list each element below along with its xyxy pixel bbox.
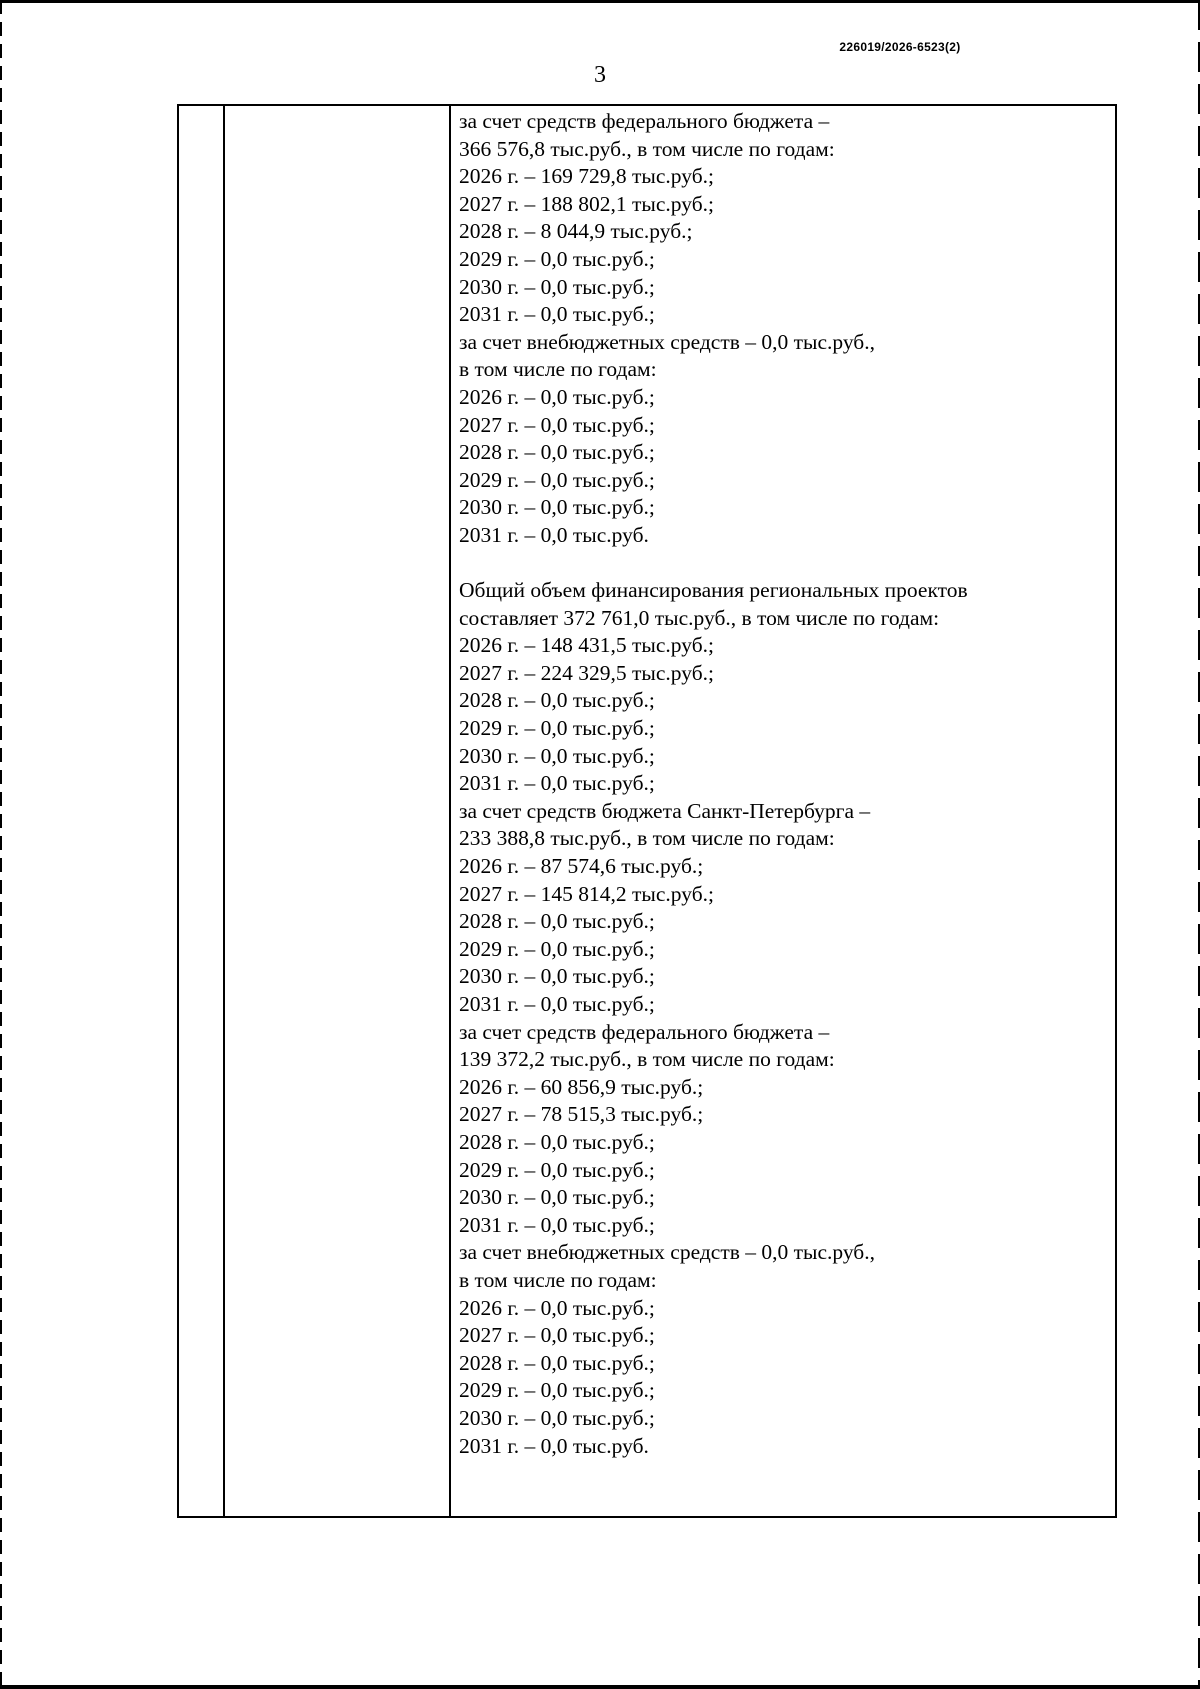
text-line: Общий объем финансирования региональных проектов — [459, 578, 968, 603]
text-line: 2027 г. – 224 329,5 тыс.руб.; — [459, 660, 714, 685]
text-line: 2030 г. – 0,0 тыс.руб.; — [459, 1185, 655, 1210]
text-line: составляет 372 761,0 тыс.руб., в том числе по годам: — [459, 605, 940, 630]
page-number: 3 — [594, 62, 606, 88]
scan-edge-bottom — [0, 1685, 1200, 1689]
column-divider — [449, 106, 451, 1516]
text-line: 2027 г. – 78 515,3 тыс.руб.; — [459, 1102, 704, 1127]
text-line: 2031 г. – 0,0 тыс.руб.; — [459, 302, 655, 327]
text-line: 2026 г. – 87 574,6 тыс.руб.; — [459, 854, 704, 879]
scan-edge-left — [0, 0, 2, 1689]
text-line: 2028 г. – 0,0 тыс.руб.; — [459, 688, 655, 713]
column-divider — [223, 106, 225, 1516]
text-line: 2028 г. – 0,0 тыс.руб.; — [459, 1350, 655, 1375]
text-line: 2027 г. – 0,0 тыс.руб.; — [459, 1323, 655, 1348]
text-line: 2031 г. – 0,0 тыс.руб. — [459, 522, 649, 547]
text-line: 2031 г. – 0,0 тыс.руб. — [459, 1433, 649, 1458]
text-line: 2028 г. – 0,0 тыс.руб.; — [459, 909, 655, 934]
text-line: 2029 г. – 0,0 тыс.руб.; — [459, 1157, 655, 1182]
text-line: 2030 г. – 0,0 тыс.руб.; — [459, 274, 655, 299]
text-line: за счет внебюджетных средств – 0,0 тыс.руб., — [459, 329, 875, 354]
text-line: 233 388,8 тыс.руб., в том числе по годам: — [459, 826, 835, 851]
text-line: 2029 г. – 0,0 тыс.руб.; — [459, 467, 655, 492]
text-line: 2026 г. – 169 729,8 тыс.руб.; — [459, 164, 714, 189]
text-line: 2026 г. – 0,0 тыс.руб.; — [459, 1295, 655, 1320]
text-line: 2031 г. – 0,0 тыс.руб.; — [459, 1212, 655, 1237]
text-line: 2026 г. – 60 856,9 тыс.руб.; — [459, 1074, 704, 1099]
text-line: 2030 г. – 0,0 тыс.руб.; — [459, 1405, 655, 1430]
text-line: 2027 г. – 0,0 тыс.руб.; — [459, 412, 655, 437]
text-line: 2029 г. – 0,0 тыс.руб.; — [459, 246, 655, 271]
text-line: 2028 г. – 0,0 тыс.руб.; — [459, 440, 655, 465]
regional-projects-block — [459, 577, 1099, 1460]
paragraph-gap — [459, 550, 1099, 578]
text-line: 2027 г. – 188 802,1 тыс.руб.; — [459, 191, 714, 216]
text-line: 2029 г. – 0,0 тыс.руб.; — [459, 1378, 655, 1403]
text-line: 2029 г. – 0,0 тыс.руб.; — [459, 936, 655, 961]
text-line: 2028 г. – 8 044,9 тыс.руб.; — [459, 219, 693, 244]
registration-number: 226019/2026-6523(2) — [839, 40, 961, 54]
text-line: 2030 г. – 0,0 тыс.руб.; — [459, 743, 655, 768]
text-line: 2031 г. – 0,0 тыс.руб.; — [459, 992, 655, 1016]
text-line: за счет средств федерального бюджета – — [459, 109, 830, 133]
text-line: за счет внебюджетных средств – 0,0 тыс.руб., — [459, 1240, 875, 1265]
financing-table — [177, 104, 1117, 1518]
text-line: 2030 г. – 0,0 тыс.руб.; — [459, 495, 655, 520]
scan-edge-top — [0, 0, 1200, 3]
text-line: 2027 г. – 145 814,2 тыс.руб.; — [459, 881, 714, 906]
text-line: за счет средств бюджета Санкт-Петербурга – — [459, 798, 871, 823]
text-line: за счет средств федерального бюджета – — [459, 1019, 830, 1044]
text-line: 2029 г. – 0,0 тыс.руб.; — [459, 716, 655, 741]
text-line: 139 372,2 тыс.руб., в том числе по годам: — [459, 1047, 835, 1072]
text-line: в том числе по годам: — [459, 1267, 657, 1292]
text-line: 2031 г. – 0,0 тыс.руб.; — [459, 771, 655, 796]
text-line: 366 576,8 тыс.руб., в том числе по годам: — [459, 136, 835, 161]
text-line: 2030 г. – 0,0 тыс.руб.; — [459, 964, 655, 989]
financing-text-cell — [459, 108, 1099, 1460]
federal-and-extrabudgetary-block — [459, 108, 1099, 550]
text-line: 2026 г. – 0,0 тыс.руб.; — [459, 384, 655, 409]
text-line: в том числе по годам: — [459, 357, 657, 382]
text-line: 2026 г. – 148 431,5 тыс.руб.; — [459, 633, 714, 658]
text-line: 2028 г. – 0,0 тыс.руб.; — [459, 1129, 655, 1154]
